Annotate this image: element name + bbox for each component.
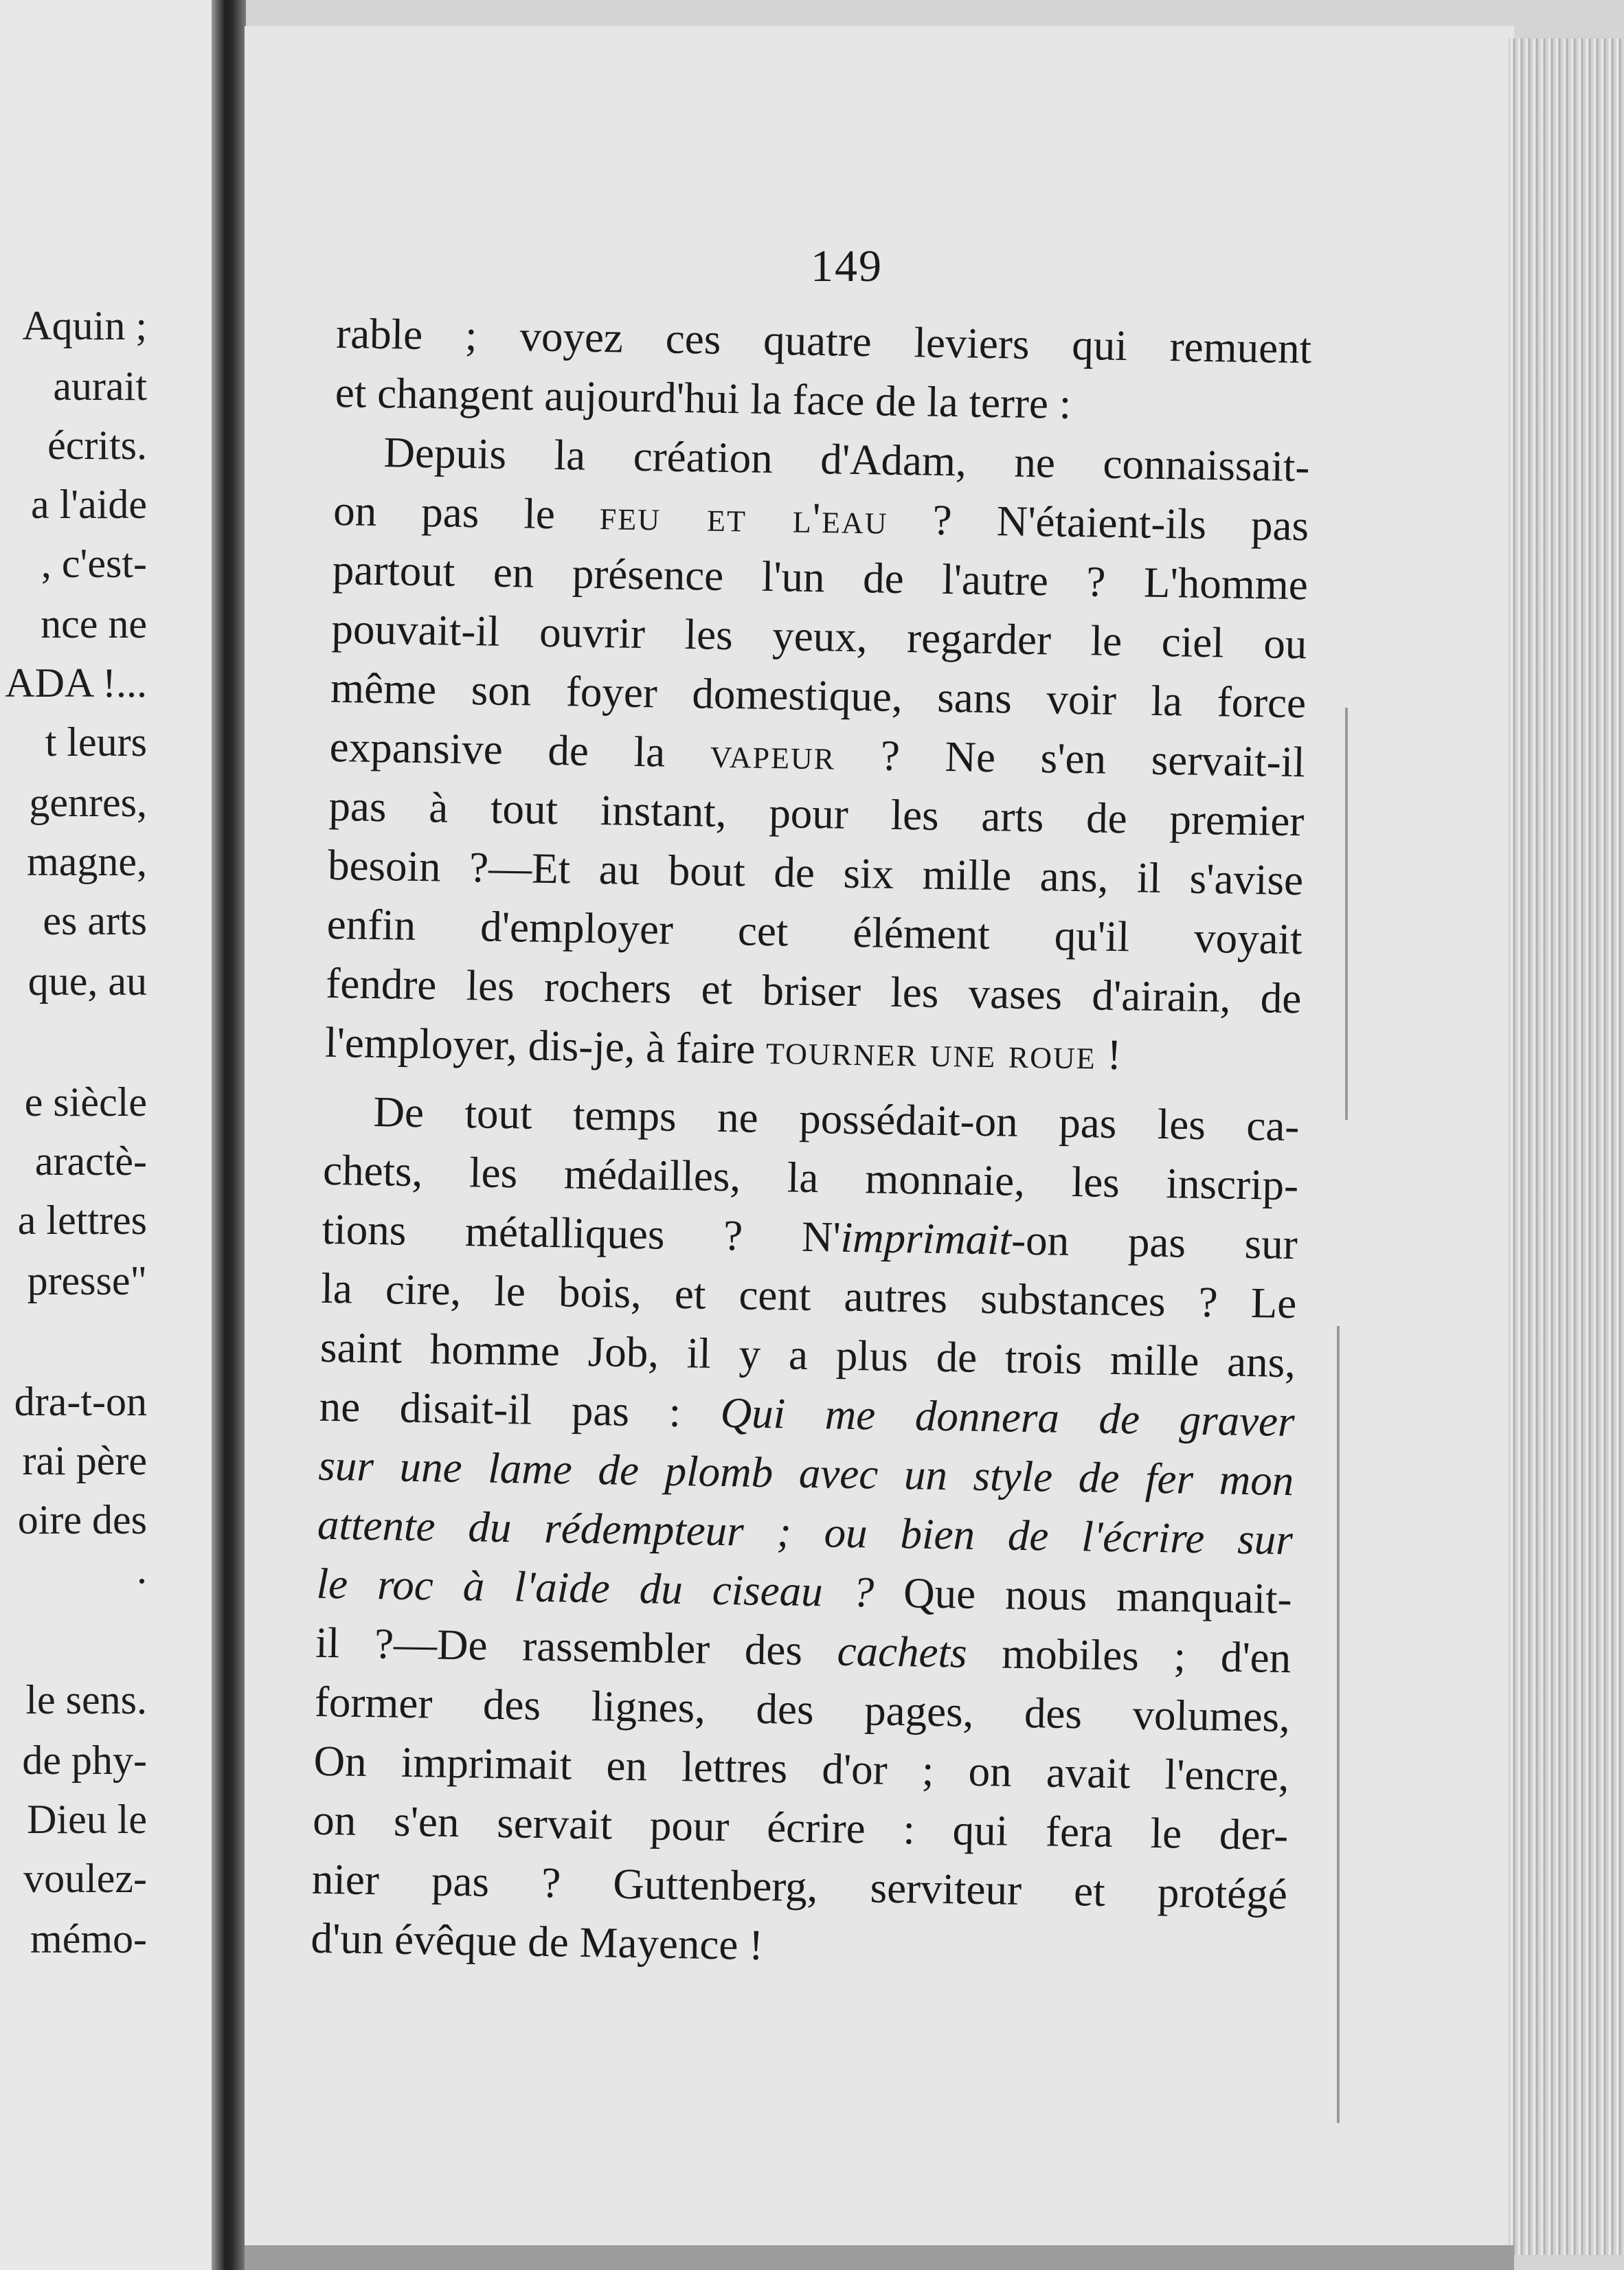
italic-text: imprimait [840, 1213, 1012, 1264]
pencil-margin-mark [1337, 1326, 1340, 2123]
left-page-line: dra-t-on [14, 1379, 147, 1424]
line-text: On imprimait en lettres d'or ; on avait l'encre, [313, 1736, 1290, 1801]
line-text: l'employer, dis-je, à faire [324, 1018, 767, 1073]
left-page-line: oire des [17, 1497, 147, 1542]
pencil-margin-mark [1345, 708, 1348, 1120]
left-page-line: magne, [27, 839, 147, 884]
line-text: tions métalliques ? N' [322, 1204, 842, 1261]
line-text: ! [1096, 1030, 1123, 1079]
line-text: -on pas sur [1011, 1215, 1298, 1269]
line-text: d'un évêque de Mayence ! [311, 1913, 764, 1970]
line-text: ne disait-il pas : [319, 1382, 721, 1437]
left-page-line: genres, [29, 780, 147, 825]
line-text: on pas le [332, 486, 600, 539]
line-text: et changent aujourd'hui la face de la terre : [335, 368, 1072, 428]
line-text: rable ; voyez ces quatre leviers qui remuent [335, 308, 1312, 373]
left-page-line: Aquin ; [22, 303, 147, 348]
left-page-line: de phy- [22, 1738, 147, 1783]
left-page-line: le sens. [25, 1677, 147, 1722]
left-page-line: mémo- [30, 1916, 147, 1962]
line-text: pas à tout instant, pour les arts de premier [328, 781, 1305, 846]
line-text: expansive de la [329, 722, 711, 777]
left-page-line: nce ne [41, 601, 147, 647]
page-number: 149 [811, 241, 883, 291]
line-text: même son foyer domestique, sans voir la force [330, 663, 1307, 728]
left-page-line: a l'aide [30, 482, 147, 527]
line-text: partout en présence l'un de l'autre ? L'homme [332, 545, 1309, 609]
line-text: il ?—De rassembler des [315, 1618, 838, 1675]
italic-text: le roc à l'aide du ciseau ? [316, 1559, 875, 1617]
italic-text: Qui me donnera de graver [720, 1388, 1296, 1446]
left-page-line: aractè- [34, 1138, 147, 1184]
left-page-line: rai père [22, 1438, 147, 1483]
left-page-line: . [137, 1547, 147, 1592]
left-page-line: a lettres [17, 1198, 147, 1243]
left-page-line: ADA !... [5, 660, 147, 706]
line-text: mobiles ; d'en [967, 1628, 1292, 1683]
left-page-line: e siècle [24, 1079, 147, 1125]
line-text: besoin ?—Et au bout de six mille ans, il s'avise [327, 840, 1304, 905]
line-text: la cire, le bois, et cent autres substances ? Le [320, 1263, 1297, 1328]
body-text [311, 304, 1312, 1983]
page-bottom-shadow [245, 2245, 1514, 2270]
left-page-line: que, au [27, 958, 147, 1004]
line-text: former des lignes, des pages, des volumes, [314, 1677, 1291, 1742]
left-page [0, 0, 213, 2270]
small-caps-text: feu et l'eau [599, 491, 889, 543]
left-page-line: , c'est- [41, 541, 147, 586]
line-text: ? Ne s'en servait-il [835, 730, 1306, 787]
left-page-line: es arts [43, 898, 147, 943]
line-text: De tout temps ne possédait-on pas les ca- [372, 1087, 1300, 1151]
left-page-line: Dieu le [27, 1797, 147, 1842]
italic-text: attente du rédempteur ; ou bien de l'écrire sur [317, 1500, 1294, 1564]
line-text: Que nous manquait- [873, 1568, 1293, 1623]
left-page-line: voulez- [23, 1856, 147, 1901]
line-text: chets, les médailles, la monnaie, les inscrip- [322, 1145, 1299, 1210]
book-gutter [212, 0, 246, 2270]
line-text: nier pas ? Guttenberg, serviteur et protégé [311, 1854, 1288, 1919]
line-text: Depuis la création d'Adam, ne connaissait- [383, 428, 1310, 491]
left-page-line: aurait [53, 363, 147, 409]
page-edges [1509, 38, 1624, 2255]
small-caps-text: tourner une roue [765, 1024, 1097, 1079]
line-text: pouvait-il ouvrir les yeux, regarder le ciel ou [331, 604, 1307, 668]
italic-text: sur une lame de plomb avec un style de fer mon [317, 1441, 1294, 1505]
line-text: on s'en servait pour écrire : qui fera le der- [312, 1795, 1289, 1860]
left-page-line: presse" [27, 1258, 147, 1303]
italic-text: cachets [837, 1626, 968, 1677]
line-text: enfin d'employer cet élément qu'il voyait [326, 899, 1303, 964]
line-text: ? N'étaient-ils pas [888, 495, 1309, 550]
left-page-line: t leurs [45, 719, 147, 765]
left-page-line: écrits. [47, 423, 147, 468]
line-text: fendre les rochers et briser les vases d'airain, de [325, 958, 1302, 1023]
line-text: saint homme Job, il y a plus de trois mille ans, [319, 1323, 1296, 1387]
small-caps-text: vapeur [710, 728, 836, 779]
